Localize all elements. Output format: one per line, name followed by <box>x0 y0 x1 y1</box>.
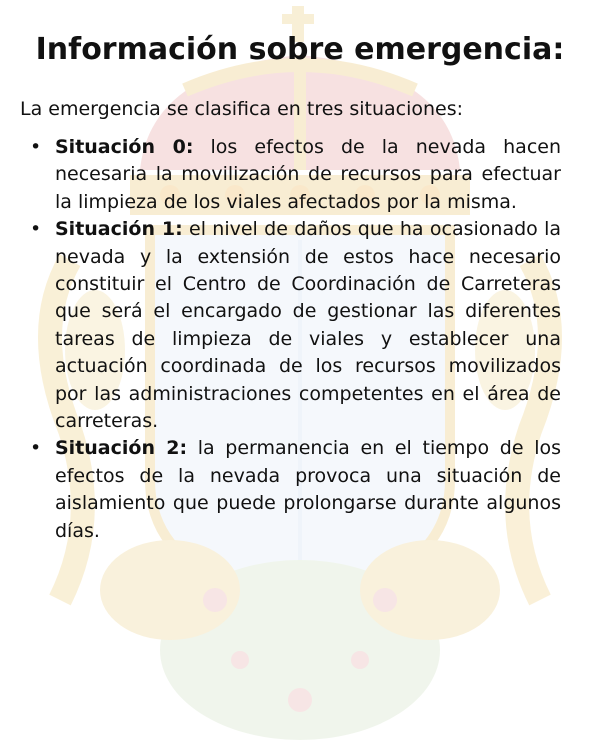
list-item <box>30 216 562 435</box>
situation-label: Situación 2: <box>55 437 188 460</box>
situation-text: el nivel de daños que ha ocasionado la nevada y la extensión de estos hace necesario constituir el Centro de Coordinación de Carreteras que será el encargado de gestionar las diferentes tareas de limpieza de viales y establecer una actuación coordinada de los recursos movilizados por las administraciones competentes en el área de carreteras. <box>55 218 562 433</box>
bullet-icon: • <box>30 218 42 241</box>
bullet-icon: • <box>30 437 42 460</box>
situations-list <box>30 134 562 545</box>
situation-text: los efectos de la nevada hacen necesaria la movilización de recursos para efectuar la limpieza de los viales afectados por la misma. <box>55 136 561 213</box>
page-title: Información sobre emergencia: <box>35 32 565 67</box>
list-item <box>30 435 561 545</box>
situation-text: la permanencia en el tiempo de los efectos de la nevada provoca una situación de aislamiento que puede prolongarse durante algunos días. <box>55 437 561 542</box>
list-item <box>30 134 561 216</box>
situation-label: Situación 1: <box>55 218 183 241</box>
intro-text: La emergencia se clasifica en tres situaciones: <box>20 98 464 120</box>
situation-label: Situación 0: <box>55 136 194 158</box>
bullet-icon: • <box>30 136 42 158</box>
